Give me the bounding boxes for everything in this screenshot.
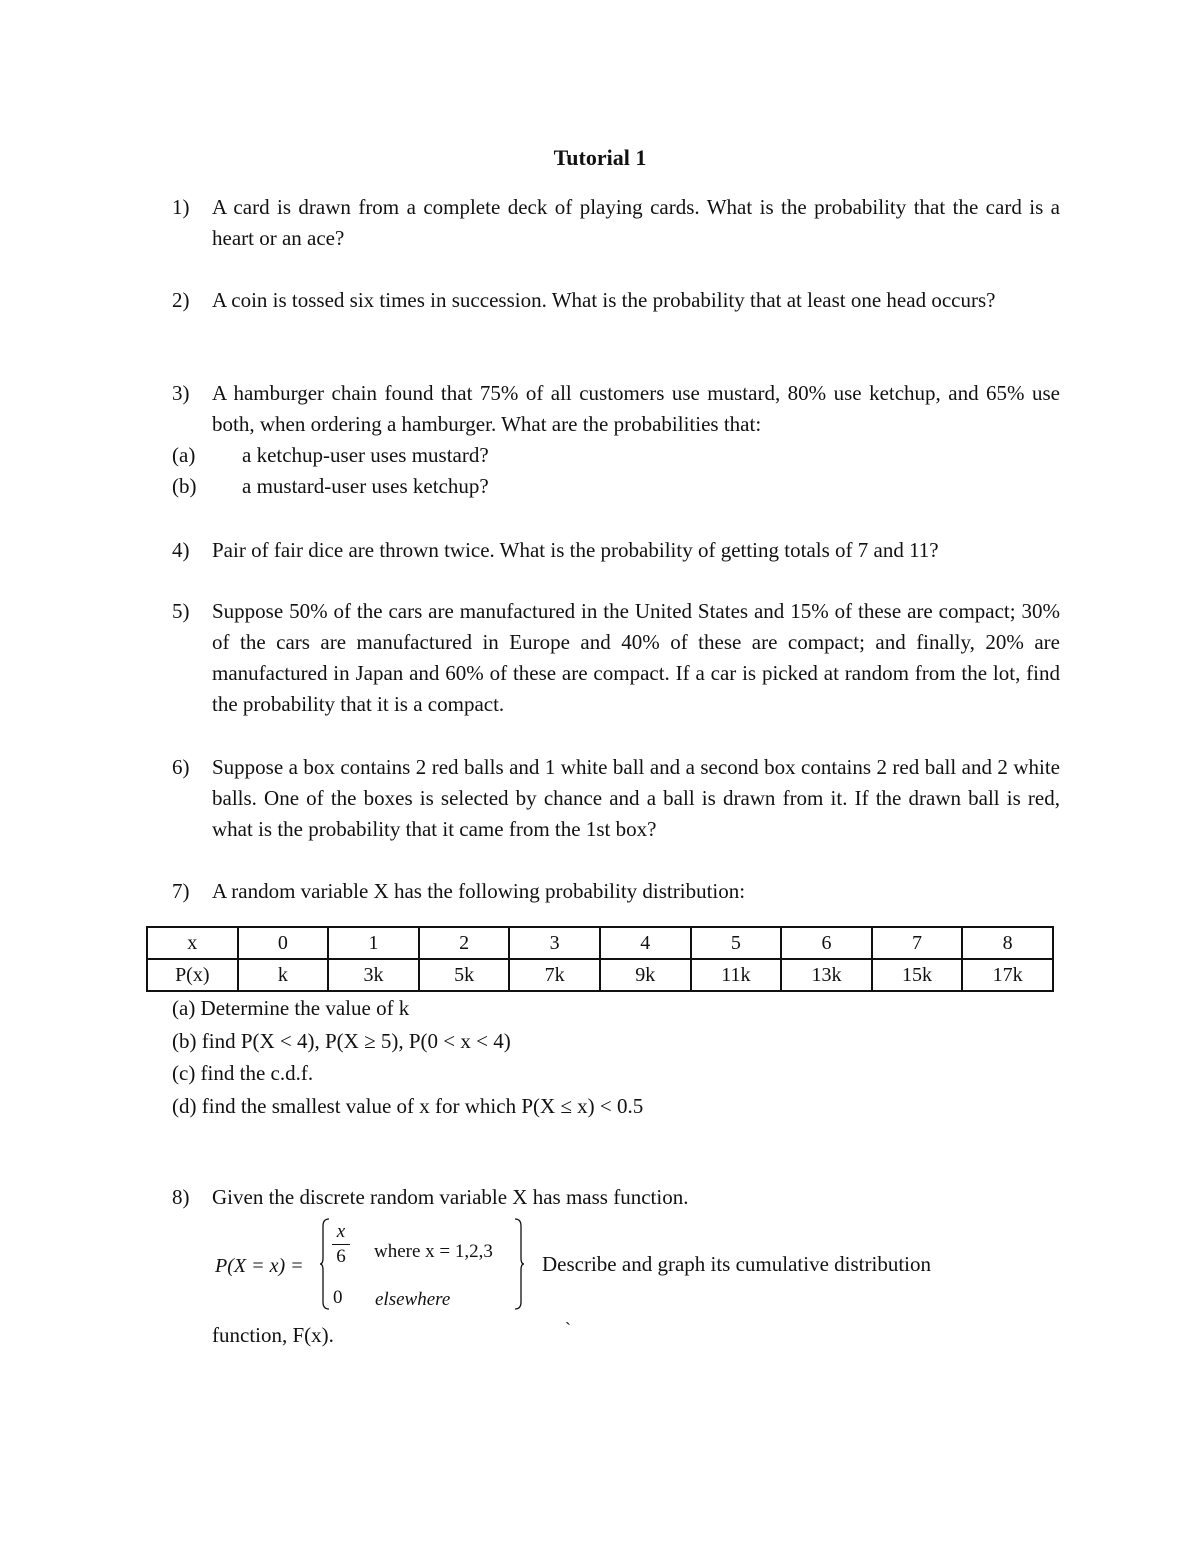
table-cell: 7k <box>509 959 600 991</box>
table-cell: 2 <box>419 927 510 959</box>
sub-question-a <box>172 440 1060 471</box>
table-cell: 17k <box>962 959 1053 991</box>
table-cell: P(x) <box>147 959 238 991</box>
fraction-numerator: x <box>332 1220 350 1245</box>
mass-function-formula <box>212 1218 1012 1318</box>
question-text: Suppose a box contains 2 red balls and 1 white ball and a second box contains 2 red ball and 2 white balls. One of the boxes is selected by chance and a ball is drawn from it. If the drawn ball is red, what is the probability that it came from the 1st box? <box>212 755 1060 841</box>
part-b: (b) find P(X < 4), P(X ≥ 5), P(0 < x < 4) <box>172 1028 511 1053</box>
table-cell: 9k <box>600 959 691 991</box>
table-row-px <box>147 959 1053 991</box>
fraction-denominator: 6 <box>336 1246 346 1267</box>
sub-label: (b) <box>172 474 197 498</box>
question-number: 5) <box>172 599 190 623</box>
question-8-tail: function, F(x). <box>212 1323 334 1347</box>
sub-text: a mustard-user uses ketchup? <box>242 474 489 498</box>
part-d: (d) find the smallest value of x for which P(X ≤ x) < 0.5 <box>172 1093 644 1118</box>
table-row-x <box>147 927 1053 959</box>
table-cell: 7 <box>872 927 963 959</box>
otherwise-value: 0 <box>333 1287 343 1308</box>
question-7 <box>172 876 1060 907</box>
table-cell: 1 <box>328 927 419 959</box>
table-cell: 3k <box>328 959 419 991</box>
question-text: Suppose 50% of the cars are manufactured in the United States and 15% of these are compact; 30% of the cars are manufactured in Europe and 40% of these are compact; and finally, 20% are manufactured in Japan and 60% of these are compact. If a car is picked at random from the lot, find the probability that it is a compact. <box>212 599 1060 716</box>
question-8 <box>172 1182 1060 1213</box>
table-cell: x <box>147 927 238 959</box>
question-5 <box>172 596 1060 720</box>
question-number: 7) <box>172 879 190 903</box>
question-number: 8) <box>172 1185 190 1209</box>
formula-lhs: P(X = x) = <box>215 1255 304 1277</box>
stray-mark: ` <box>565 1319 571 1339</box>
table-cell: 3 <box>509 927 600 959</box>
table-cell: 5 <box>691 927 782 959</box>
condition-2: elsewhere <box>375 1289 451 1310</box>
part-a: (a) Determine the value of k <box>172 996 410 1020</box>
table-cell: k <box>238 959 329 991</box>
sub-label: (a) <box>172 443 196 467</box>
condition-1: where x = 1,2,3 <box>374 1241 493 1262</box>
table-cell: 5k <box>419 959 510 991</box>
table-cell: 0 <box>238 927 329 959</box>
formula-description: Describe and graph its cumulative distribution <box>542 1252 931 1276</box>
question-text: A random variable X has the following probability distribution: <box>212 879 746 903</box>
probability-distribution-table <box>146 926 1054 992</box>
question-number: 4) <box>172 538 190 562</box>
question-number: 1) <box>172 195 190 219</box>
table-cell: 6 <box>781 927 872 959</box>
left-brace-icon <box>320 1218 330 1310</box>
table-cell: 8 <box>962 927 1053 959</box>
question-text: A coin is tossed six times in succession. What is the probability that at least one head occurs? <box>212 288 996 312</box>
part-c: (c) find the c.d.f. <box>172 1061 314 1085</box>
table-cell: 15k <box>872 959 963 991</box>
question-4 <box>172 535 1060 566</box>
question-6 <box>172 752 1060 845</box>
sub-text: a ketchup-user uses mustard? <box>242 443 489 467</box>
right-brace-icon <box>514 1218 524 1310</box>
question-text: A card is drawn from a complete deck of playing cards. What is the probability that the card is a heart or an ace? <box>212 195 1060 250</box>
question-3 <box>172 378 1060 502</box>
question-number: 3) <box>172 381 190 405</box>
fraction <box>332 1220 350 1269</box>
table-cell: 13k <box>781 959 872 991</box>
question-1 <box>172 192 1060 254</box>
question-text: A hamburger chain found that 75% of all customers use mustard, 80% use ketchup, and 65% use both, when ordering a hamburger. What are the probabilities that: <box>212 381 1060 436</box>
table-cell: 11k <box>691 959 782 991</box>
question-text: Given the discrete random variable X has mass function. <box>212 1185 689 1209</box>
question-text: Pair of fair dice are thrown twice. What is the probability of getting totals of 7 and 11? <box>212 538 939 562</box>
question-number: 2) <box>172 288 190 312</box>
question-number: 6) <box>172 755 190 779</box>
question-7-parts <box>172 992 872 1122</box>
sub-question-b <box>172 471 1060 502</box>
page-title: Tutorial 1 <box>553 145 647 170</box>
question-2 <box>172 285 1060 316</box>
table-cell: 4 <box>600 927 691 959</box>
